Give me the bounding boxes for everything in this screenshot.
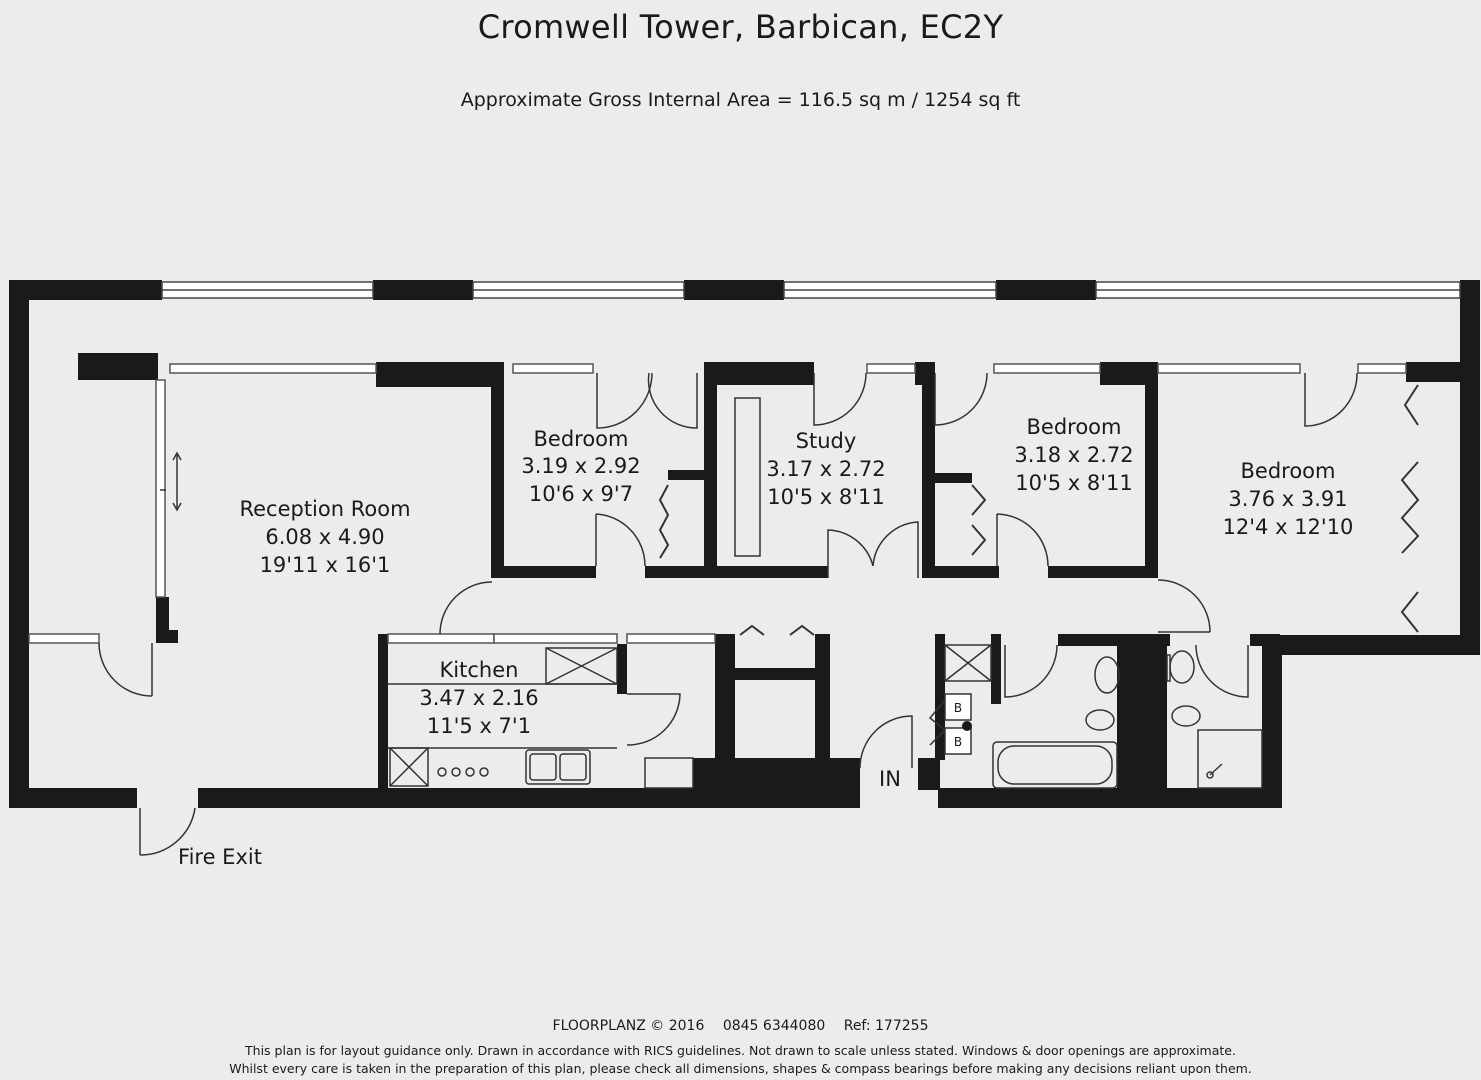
area-summary: Approximate Gross Internal Area = 116.5 sq m / 1254 sq ft bbox=[460, 89, 1021, 111]
footer-ref: Ref: 177255 bbox=[843, 1018, 929, 1034]
kitchen-name: Kitchen bbox=[439, 658, 519, 682]
footer-credit bbox=[0, 1018, 1481, 1034]
study-name: Study bbox=[795, 429, 857, 453]
footer-disclaimer-2: Whilst every care is taken in the preparation of this plan, please check all dimensions, shapes & compass bearings before making any decisions reliant upon them. bbox=[229, 1061, 1252, 1076]
boiler-label-bottom: B bbox=[953, 735, 963, 749]
fire-exit-label: Fire Exit bbox=[178, 845, 262, 869]
footer-phone: 0845 6344080 bbox=[722, 1018, 826, 1034]
bedroom2-name: Bedroom bbox=[1026, 415, 1122, 439]
boiler-labels bbox=[954, 701, 962, 749]
bedroom2-imperial: 10'5 x 8'11 bbox=[1015, 471, 1133, 495]
reception-room-metric: 6.08 x 4.90 bbox=[265, 525, 385, 549]
entrance-label: IN bbox=[879, 767, 901, 791]
kitchen-metric: 3.47 x 2.16 bbox=[419, 686, 539, 710]
outer-walls bbox=[9, 280, 1480, 808]
footer-company: FLOORPLANZ © 2016 bbox=[552, 1018, 705, 1034]
top-windows bbox=[162, 282, 1460, 298]
reception-room-imperial: 19'11 x 16'1 bbox=[259, 553, 391, 577]
kitchen-imperial: 11'5 x 7'1 bbox=[426, 714, 532, 738]
bedroom3-metric: 3.76 x 3.91 bbox=[1228, 487, 1348, 511]
study-imperial: 10'5 x 8'11 bbox=[767, 485, 885, 509]
footer-disclaimer-1: This plan is for layout guidance only. Drawn in accordance with RICS guidelines. Not drawn to scale unless stated. Windows & door openings are approximate. bbox=[245, 1043, 1236, 1058]
bedroom3-imperial: 12'4 x 12'10 bbox=[1222, 515, 1354, 539]
bedroom1-imperial: 10'6 x 9'7 bbox=[528, 482, 634, 506]
bedroom1-name: Bedroom bbox=[533, 427, 629, 451]
bedroom1-metric: 3.19 x 2.92 bbox=[521, 454, 641, 478]
study-desk bbox=[735, 398, 760, 556]
reception-room-name: Reception Room bbox=[239, 497, 411, 521]
bedroom3-name: Bedroom bbox=[1240, 459, 1336, 483]
study-metric: 3.17 x 2.72 bbox=[766, 457, 886, 481]
boiler-label-top: B bbox=[953, 701, 963, 715]
plan-title: Cromwell Tower, Barbican, EC2Y bbox=[477, 8, 1004, 46]
inner-walls bbox=[78, 353, 1460, 808]
bedroom2-metric: 3.18 x 2.72 bbox=[1014, 443, 1134, 467]
